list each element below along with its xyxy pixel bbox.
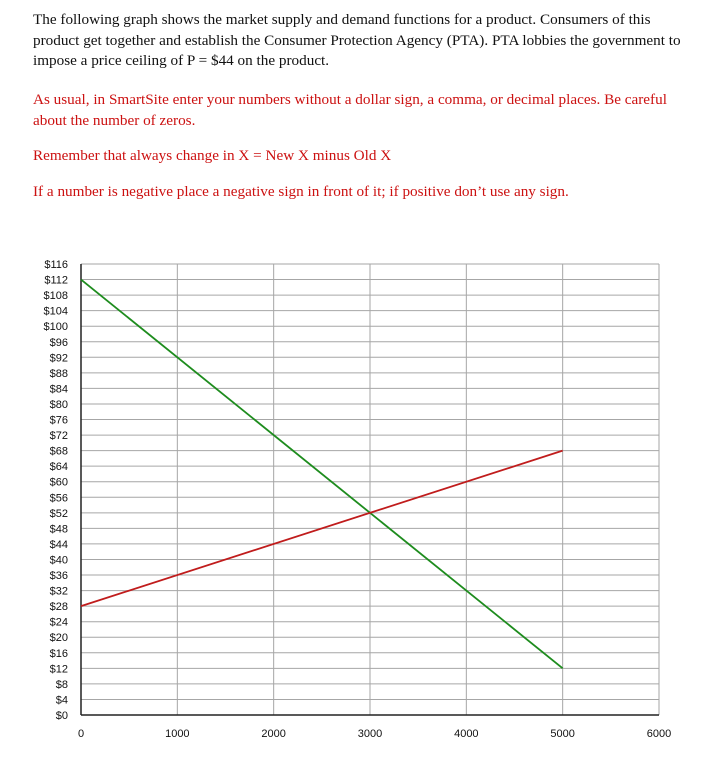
x-tick-label: 1000 — [165, 728, 190, 740]
instruction-sign: If a number is negative place a negative sign in front of it; if positive don’t use any sign. — [33, 183, 569, 200]
y-tick-label: $72 — [49, 430, 68, 443]
instruction-format: As usual, in SmartSite enter your numbers without a dollar sign, a comma, or decimal places. Be careful about the number of zeros. — [33, 91, 667, 129]
y-tick-label: $64 — [49, 461, 68, 474]
x-tick-label: 2000 — [261, 728, 286, 740]
x-tick-label: 0 — [77, 728, 85, 740]
y-tick-label: $12 — [49, 663, 68, 676]
y-tick-label: $0 — [55, 710, 68, 722]
y-tick-label: $104 — [43, 305, 68, 318]
y-tick-label: $8 — [55, 678, 68, 691]
y-tick-label: $40 — [49, 554, 68, 567]
y-axis-tick-labels — [44, 259, 68, 722]
x-tick-label: 6000 — [646, 728, 672, 740]
y-tick-label: $116 — [44, 259, 68, 271]
chart-grid — [81, 264, 659, 715]
y-tick-label: $112 — [44, 274, 68, 287]
y-tick-label: $16 — [49, 647, 68, 660]
y-tick-label: $76 — [49, 414, 68, 427]
y-tick-label: $68 — [49, 445, 68, 458]
x-axis-tick-labels — [78, 728, 671, 740]
chart-series — [81, 280, 563, 669]
x-tick-label: 4000 — [454, 728, 479, 740]
y-tick-label: $92 — [49, 352, 68, 365]
y-tick-label: $24 — [49, 616, 68, 629]
y-tick-label: $20 — [49, 632, 68, 645]
y-tick-label: $60 — [49, 476, 68, 489]
y-tick-label: $96 — [49, 336, 68, 349]
problem-statement: The following graph shows the market supply and demand functions for a product. Consumers of this product get together and establish the Consumer Protection Agency (PTA). PTA lobbies the government to impose a price ceiling of P = $44 on the product. — [33, 11, 681, 69]
y-tick-label: $32 — [49, 585, 68, 598]
y-tick-label: $4 — [55, 694, 68, 707]
x-tick-label: 3000 — [357, 728, 383, 740]
y-tick-label: $28 — [49, 601, 68, 614]
y-tick-label: $52 — [49, 507, 68, 520]
y-tick-label: $44 — [49, 538, 68, 551]
y-tick-label: $80 — [49, 398, 68, 411]
y-tick-label: $48 — [49, 523, 68, 536]
x-tick-label: 5000 — [550, 728, 575, 740]
y-tick-label: $36 — [49, 570, 68, 583]
instruction-change-in-x: Remember that always change in X = New X minus Old X — [33, 147, 392, 164]
y-tick-label: $108 — [43, 290, 68, 303]
y-tick-label: $100 — [43, 321, 68, 334]
y-tick-label: $88 — [49, 367, 68, 380]
y-tick-label: $84 — [49, 383, 68, 396]
y-tick-label: $56 — [49, 492, 68, 505]
